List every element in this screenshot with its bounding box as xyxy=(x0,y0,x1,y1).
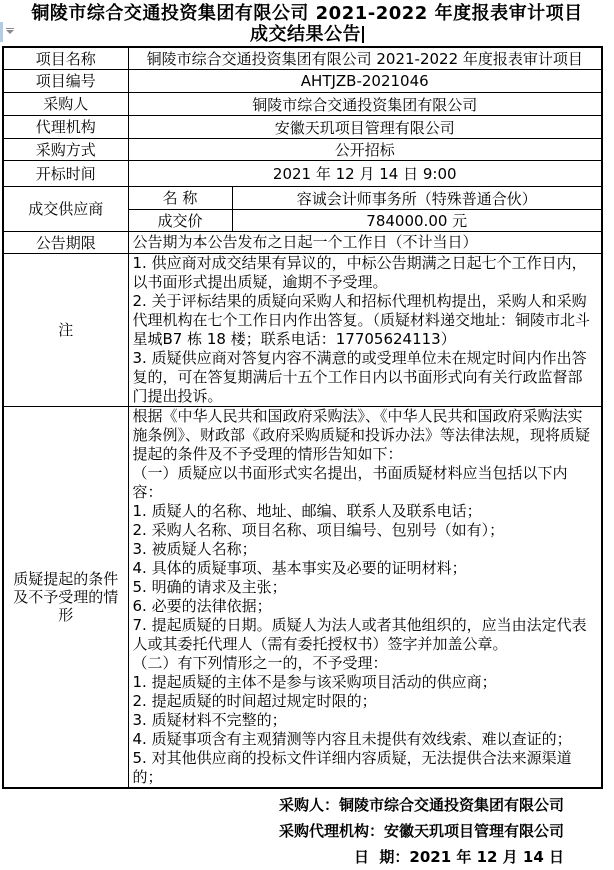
footer-purchaser: 采购人：铜陵市综合交通投资集团有限公司 xyxy=(278,796,564,814)
table-row-supplier-name xyxy=(3,187,602,210)
signature-block xyxy=(0,792,614,870)
note-item: 1. 供应商对成交结果有异议的，中标公告期满之日起七个工作日内，以书面形式提出质疑，逾期不予受理。 xyxy=(132,254,587,291)
document-title-line2: 成交结果公告 xyxy=(0,24,614,45)
text-cursor xyxy=(362,26,364,43)
supplier-name-value: 容诚会计师事务所（特殊普通合伙） xyxy=(232,187,602,210)
document-title xyxy=(0,0,614,45)
table-row-procurement-method xyxy=(3,139,602,161)
procurement-method-value: 公开招标 xyxy=(128,139,602,161)
conditions-item: 6. 必要的法律依据； xyxy=(132,597,272,615)
table-row-project-number xyxy=(3,70,602,93)
conditions-item: 7. 提起质疑的日期。质疑人为法人或者其他组织的，应当由法定代表人或其委托代理人（需有委托授权书）签字并加盖公章。 xyxy=(132,616,587,653)
conditions-item: 4. 具体的质疑事项、基本事实及必要的证明材料； xyxy=(132,559,467,577)
bid-opening-time-value: 2021 年 12 月 14 日 9:00 xyxy=(128,161,602,187)
conditions-item: 2. 采购人名称、项目名称、项目编号、包别号（如有）； xyxy=(132,521,505,539)
conditions-item: 4. 质疑事项含有主观猜测等内容且未提供有效线索、难以查证的； xyxy=(132,730,572,748)
supplier-price-value: 784000.00 元 xyxy=(232,210,602,232)
conditions-item: 5. 明确的请求及主张； xyxy=(132,578,287,596)
chevron-triangle xyxy=(6,30,14,34)
purchaser-label: 采购人 xyxy=(3,93,128,116)
conditions-item: （二）有下列情形之一的，不予受理： xyxy=(132,654,388,672)
table-row-note xyxy=(3,254,602,407)
conditions-item: 2. 提起质疑的时间超过规定时限的； xyxy=(132,692,377,710)
conditions-item: （一）质疑应以书面形式实名提出，书面质疑材料应当包括以下内容： xyxy=(132,464,568,501)
chevron-down-icon[interactable] xyxy=(5,28,15,36)
table-row-purchaser xyxy=(3,93,602,116)
footer-agency: 采购代理机构：安徽天玑项目管理有限公司 xyxy=(278,822,564,840)
conditions-label: 质疑提起的条件及不予受理的情形 xyxy=(3,407,128,789)
agency-value: 安徽天玑项目管理有限公司 xyxy=(128,116,602,139)
purchaser-value: 铜陵市综合交通投资集团有限公司 xyxy=(128,93,602,116)
note-label: 注 xyxy=(3,254,128,407)
note-item: 2. 关于评标结果的质疑向采购人和招标代理机构提出，采购人和采购代理机构在七个工作日内作出答复。（质疑材料递交地址：铜陵市北斗星城B7 栋 18 楼；联系电话：17705624113） xyxy=(132,292,591,348)
note-item: 3. 质疑供应商对答复内容不满意的或受理单位未在规定时间内作出答复的，可在答复期满后十五个工作日内以书面形式向有关行政监督部门提出投诉。 xyxy=(132,349,587,405)
conditions-item: 1. 提起质疑的主体不是参与该采购项目活动的供应商； xyxy=(132,673,497,691)
project-name-label: 项目名称 xyxy=(3,47,128,70)
project-name-value: 铜陵市综合交通投资集团有限公司 2021-2022 年度报表审计项目 xyxy=(128,47,602,70)
notice-period-value: 公告期为本公告发布之日起一个工作日（不计当日） xyxy=(128,232,602,254)
footer-date: 日 期：2021 年 12 月 14 日 xyxy=(353,848,564,866)
table-row-notice-period xyxy=(3,232,602,254)
notice-period-label: 公告期限 xyxy=(3,232,128,254)
conditions-item: 1. 质疑人的名称、地址、邮编、联系人及联系电话； xyxy=(132,502,482,520)
chevron-top-bar xyxy=(6,28,14,29)
table-row-project-name xyxy=(3,47,602,70)
note-content xyxy=(128,254,602,407)
table-row-bid-opening-time xyxy=(3,161,602,187)
conditions-item: 根据《中华人民共和国政府采购法》、《中华人民共和国政府采购法实施条例》、财政部《政府采购质疑和投诉办法》等法律法规，现将质疑提起的条件及不予受理的情形告知如下： xyxy=(132,407,591,463)
supplier-label: 成交供应商 xyxy=(3,187,128,232)
table-row-conditions xyxy=(3,407,602,789)
announcement-table xyxy=(2,46,603,789)
conditions-item: 5. 对其他供应商的投标文件详细内容质疑，无法提供合法来源渠道的； xyxy=(132,749,572,786)
edge-highlight-bar xyxy=(0,22,3,42)
document-title-line1: 铜陵市综合交通投资集团有限公司 2021-2022 年度报表审计项目 xyxy=(31,3,583,24)
table-row-agency xyxy=(3,116,602,139)
conditions-item: 3. 被质疑人名称； xyxy=(132,540,257,558)
procurement-method-label: 采购方式 xyxy=(3,139,128,161)
agency-label: 代理机构 xyxy=(3,116,128,139)
supplier-name-label: 名 称 xyxy=(128,187,232,210)
bid-opening-time-label: 开标时间 xyxy=(3,161,128,187)
conditions-content xyxy=(128,407,602,789)
conditions-item: 3. 质疑材料不完整的； xyxy=(132,711,287,729)
project-number-label: 项目编号 xyxy=(3,70,128,93)
supplier-price-label: 成交价 xyxy=(128,210,232,232)
project-number-value: AHTJZB-2021046 xyxy=(128,70,602,93)
